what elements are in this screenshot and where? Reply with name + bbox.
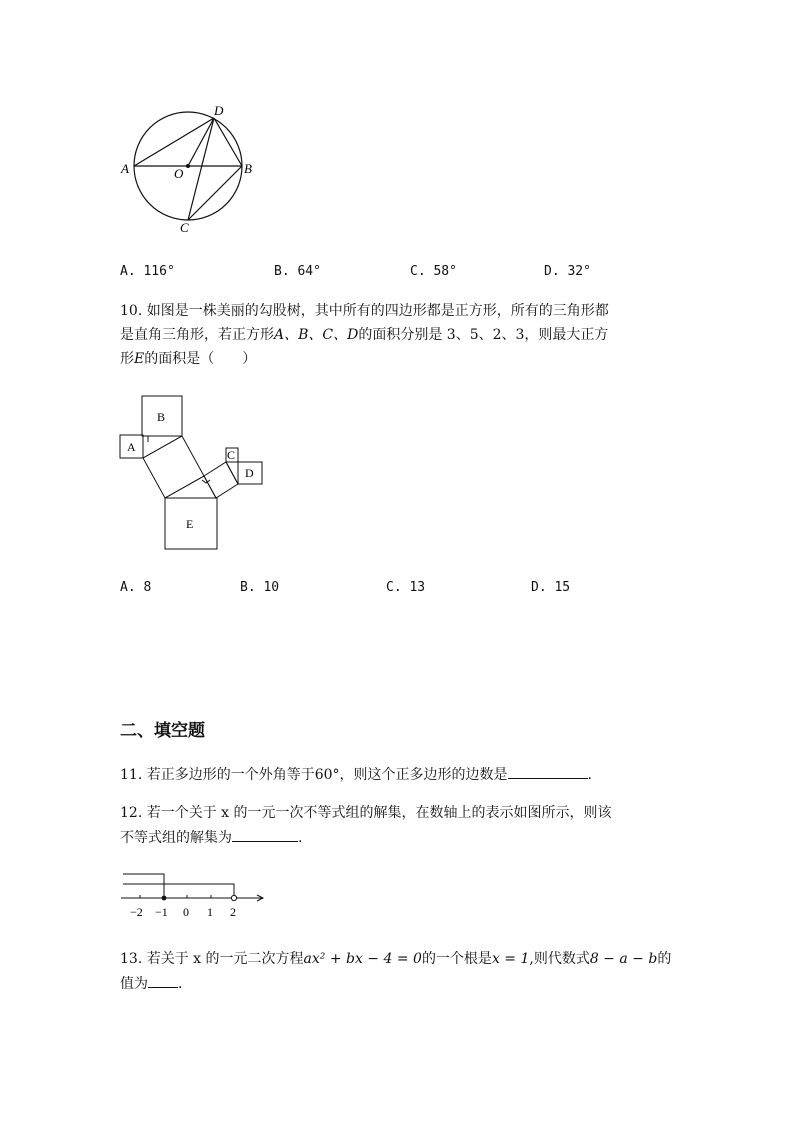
- tick-label-2: 2: [230, 905, 236, 919]
- square-left-middle: [143, 436, 204, 498]
- tick-label-minus2: −2: [130, 905, 143, 919]
- q12-answer-blank[interactable]: [232, 825, 298, 842]
- chord-ad: [134, 118, 214, 166]
- square-right-middle: [204, 462, 238, 498]
- solid-point-minus1: [162, 896, 167, 901]
- label-b: B: [244, 161, 252, 176]
- q13-line2: 值为 .: [120, 971, 680, 996]
- circle-figure: [110, 98, 270, 238]
- q12-line1: 12. 若一个关于 x 的一元一次不等式组的解集，在数轴上的表示如图所示，则该: [120, 805, 612, 821]
- label-sq-b: B: [157, 410, 166, 424]
- q9-option-c: C. 58°: [410, 264, 457, 279]
- q13-equation: ax² + bx − 4 = 0: [303, 951, 422, 967]
- q12-stem: [120, 801, 680, 850]
- label-c: C: [180, 220, 189, 235]
- tick-label-0: 0: [183, 905, 189, 919]
- q11-answer-blank[interactable]: [508, 762, 588, 779]
- q10-option-a: A. 8: [120, 580, 152, 595]
- label-sq-e: E: [186, 517, 194, 531]
- pythagoras-tree-figure: [110, 388, 280, 558]
- triangle-top: [165, 476, 216, 498]
- chord-cb: [188, 166, 242, 220]
- q10-option-b: B. 10: [240, 580, 280, 595]
- q10-line3: 形E的面积是（ ）: [120, 351, 257, 367]
- q12-line2: 不等式组的解集为 .: [120, 825, 680, 850]
- q9-option-d: D. 32°: [544, 264, 591, 279]
- q11-stem: 11. 若正多边形的一个外角等于60°，则这个正多边形的边数是 .: [120, 762, 680, 787]
- q13-expression: 8 − a − b: [589, 951, 658, 967]
- upper-ray: [123, 874, 164, 898]
- q13-line1: 13. 若关于 x 的一元二次方程ax² + bx − 4 = 0的一个根是x = 1,则代数式8 − a − b的: [120, 951, 672, 967]
- tick-label-minus1: −1: [155, 905, 168, 919]
- chord-db: [214, 118, 242, 166]
- label-sq-c: C: [227, 448, 236, 462]
- number-line-figure: [115, 866, 275, 922]
- q10-option-d: D. 15: [531, 580, 571, 595]
- q10-stem: [120, 299, 680, 371]
- q9-option-a: A. 116°: [120, 264, 175, 279]
- section-title: 二、填空题: [120, 721, 205, 741]
- label-sq-d: D: [245, 466, 254, 480]
- label-d: D: [214, 103, 224, 118]
- q9-option-b: B. 64°: [274, 264, 321, 279]
- tick-label-1: 1: [207, 905, 213, 919]
- q13-stem: [120, 947, 680, 996]
- center-point: [186, 164, 190, 168]
- q10-line2: 是直角三角形，若正方形A、B、C、D的面积分别是 3、5、2、3，则最大正方: [120, 327, 609, 343]
- q10-option-c: C. 13: [386, 580, 426, 595]
- chord-dc: [188, 118, 214, 220]
- label-o: O: [174, 166, 184, 181]
- label-sq-a: A: [127, 440, 136, 454]
- label-a: A: [121, 161, 129, 176]
- q10-line1: 10. 如图是一株美丽的勾股树，其中所有的四边形都是正方形，所有的三角形都: [120, 303, 609, 319]
- open-point-2: [231, 895, 236, 900]
- q13-root: x = 1: [491, 951, 530, 967]
- q13-answer-blank[interactable]: [148, 971, 178, 988]
